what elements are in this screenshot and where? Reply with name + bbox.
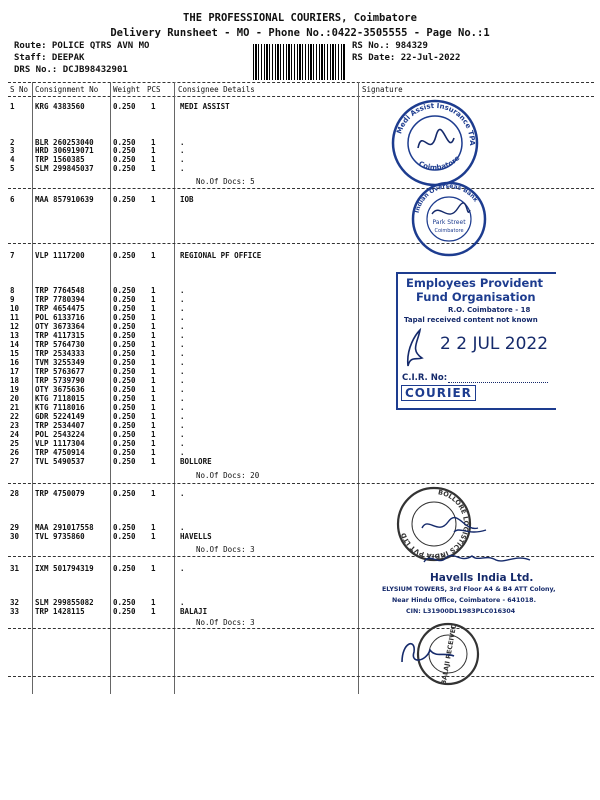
- row-pcs: 1: [151, 295, 156, 304]
- row-details: HAVELLS: [180, 532, 212, 541]
- row-sno: 28: [10, 489, 20, 498]
- row-sno: 8: [10, 286, 15, 295]
- epfo-line4: Tapal received content not known: [404, 316, 538, 324]
- row-pcs: 1: [151, 358, 156, 367]
- header-bottom-rule: [8, 96, 594, 97]
- row-pcs: 1: [151, 251, 156, 260]
- row-pcs: 1: [151, 448, 156, 457]
- row-details: .: [180, 421, 185, 430]
- col-sno: S No: [10, 85, 29, 94]
- row-sno: 3: [10, 146, 15, 155]
- row-sno: 29: [10, 523, 20, 532]
- barcode: [253, 44, 345, 80]
- iob-arc-text: Indian Overseas Bank: [413, 182, 480, 214]
- row-weight: 0.250: [113, 607, 136, 616]
- row-consignment: BLR 260253040: [35, 138, 94, 147]
- row-details: .: [180, 564, 185, 573]
- row-weight: 0.250: [113, 598, 136, 607]
- row-consignment: TRP 5763677: [35, 367, 85, 376]
- group-separator: [8, 188, 594, 189]
- group-separator: [8, 243, 594, 244]
- row-weight: 0.250: [113, 340, 136, 349]
- row-pcs: 1: [151, 523, 156, 532]
- signature-scribble: [418, 129, 454, 148]
- row-sno: 9: [10, 295, 15, 304]
- row-weight: 0.250: [113, 304, 136, 313]
- row-pcs: 1: [151, 564, 156, 573]
- row-details: .: [180, 331, 185, 340]
- row-details: .: [180, 138, 185, 147]
- row-details: .: [180, 430, 185, 439]
- row-sno: 12: [10, 322, 20, 331]
- epfo-line3: R.O. Coimbatore - 18: [448, 306, 531, 314]
- row-sno: 16: [10, 358, 20, 367]
- row-details: .: [180, 340, 185, 349]
- row-pcs: 1: [151, 532, 156, 541]
- row-weight: 0.250: [113, 331, 136, 340]
- row-details: .: [180, 367, 185, 376]
- row-pcs: 1: [151, 376, 156, 385]
- iob-branch-text: Park Street: [432, 219, 466, 226]
- row-consignment: TVM 3255349: [35, 358, 85, 367]
- col-consignee: Consignee Details: [178, 85, 255, 94]
- row-details: .: [180, 295, 185, 304]
- medi-assist-bottom-text: Coimbatore: [417, 154, 462, 172]
- row-details: .: [180, 598, 185, 607]
- epfo-cir: C.I.R. No:: [402, 373, 448, 383]
- row-consignment: OTY 3673364: [35, 322, 85, 331]
- row-sno: 24: [10, 430, 20, 439]
- doc-count: No.Of Docs: 3: [196, 545, 255, 554]
- row-sno: 15: [10, 349, 20, 358]
- row-sno: 7: [10, 251, 15, 260]
- row-weight: 0.250: [113, 564, 136, 573]
- column-divider: [110, 82, 111, 694]
- epfo-courier: COURIER: [401, 385, 476, 401]
- havells-address1: ELYSIUM TOWERS, 3rd Floor A4 & B4 ATT Colony,: [382, 586, 556, 593]
- row-sno: 19: [10, 385, 20, 394]
- row-weight: 0.250: [113, 155, 136, 164]
- row-pcs: 1: [151, 286, 156, 295]
- row-pcs: 1: [151, 439, 156, 448]
- havells-cin: CIN: L31900DL1983PLC016304: [406, 608, 516, 615]
- row-consignment: TRP 4750914: [35, 448, 85, 457]
- rs-number: RS No.: 984329: [352, 41, 428, 51]
- row-sno: 18: [10, 376, 20, 385]
- row-pcs: 1: [151, 313, 156, 322]
- row-pcs: 1: [151, 349, 156, 358]
- row-details: REGIONAL PF OFFICE: [180, 251, 262, 260]
- row-pcs: 1: [151, 322, 156, 331]
- svg-text:Coimbatore: [417, 154, 461, 172]
- row-pcs: 1: [151, 340, 156, 349]
- epfo-signature: [402, 328, 428, 368]
- row-consignment: TRP 7780394: [35, 295, 85, 304]
- row-details: .: [180, 146, 185, 155]
- row-weight: 0.250: [113, 421, 136, 430]
- row-details: .: [180, 322, 185, 331]
- row-details: BALAJI: [180, 607, 208, 616]
- epfo-line1: Employees Provident: [406, 276, 544, 290]
- row-pcs: 1: [151, 412, 156, 421]
- row-weight: 0.250: [113, 489, 136, 498]
- row-consignment: TRP 4750079: [35, 489, 85, 498]
- row-pcs: 1: [151, 607, 156, 616]
- row-pcs: 1: [151, 403, 156, 412]
- row-sno: 14: [10, 340, 20, 349]
- group-separator: [8, 483, 594, 484]
- row-consignment: KRG 4383560: [35, 102, 85, 111]
- row-weight: 0.250: [113, 376, 136, 385]
- row-sno: 31: [10, 564, 20, 573]
- row-pcs: 1: [151, 331, 156, 340]
- row-sno: 4: [10, 155, 15, 164]
- row-consignment: GDR 5224149: [35, 412, 85, 421]
- group-separator: [8, 628, 594, 629]
- row-pcs: 1: [151, 489, 156, 498]
- row-sno: 11: [10, 313, 20, 322]
- row-sno: 17: [10, 367, 20, 376]
- epfo-line2: Fund Organisation: [416, 290, 536, 304]
- row-pcs: 1: [151, 304, 156, 313]
- company-title: THE PROFESSIONAL COURIERS, Coimbatore: [183, 12, 417, 24]
- row-details: .: [180, 155, 185, 164]
- row-details: .: [180, 286, 185, 295]
- row-details: .: [180, 385, 185, 394]
- medi-assist-arc-text: Medi Assist Insurance TPA: [395, 101, 477, 146]
- row-consignment: VLP 1117200: [35, 251, 85, 260]
- row-consignment: TRP 4654475: [35, 304, 85, 313]
- route-label: Route: POLICE QTRS AVN MO: [14, 41, 150, 51]
- row-weight: 0.250: [113, 251, 136, 260]
- row-consignment: VLP 1117304: [35, 439, 85, 448]
- row-consignment: POL 2543224: [35, 430, 85, 439]
- row-consignment: IXM 501794319: [35, 564, 94, 573]
- row-weight: 0.250: [113, 367, 136, 376]
- row-weight: 0.250: [113, 195, 136, 204]
- row-weight: 0.250: [113, 532, 136, 541]
- row-consignment: SLM 299855082: [35, 598, 94, 607]
- row-pcs: 1: [151, 394, 156, 403]
- row-weight: 0.250: [113, 146, 136, 155]
- row-weight: 0.250: [113, 164, 136, 173]
- row-pcs: 1: [151, 598, 156, 607]
- row-sno: 25: [10, 439, 20, 448]
- col-pcs: PCS: [147, 85, 161, 94]
- row-consignment: MAA 291017558: [35, 523, 94, 532]
- column-divider: [174, 82, 175, 694]
- row-weight: 0.250: [113, 138, 136, 147]
- row-weight: 0.250: [113, 349, 136, 358]
- row-weight: 0.250: [113, 412, 136, 421]
- row-consignment: TRP 1428115: [35, 607, 85, 616]
- row-consignment: TVL 5490537: [35, 457, 85, 466]
- row-sno: 33: [10, 607, 20, 616]
- row-pcs: 1: [151, 138, 156, 147]
- row-sno: 27: [10, 457, 20, 466]
- iob-stamp: [410, 180, 488, 258]
- iob-city-text: Coimbatore: [434, 228, 464, 234]
- row-sno: 1: [10, 102, 15, 111]
- row-details: BOLLORE: [180, 457, 212, 466]
- signature-scribble: [422, 518, 486, 532]
- row-weight: 0.250: [113, 102, 136, 111]
- row-details: .: [180, 403, 185, 412]
- row-consignment: HRD 306919071: [35, 146, 94, 155]
- epfo-cir-line: [448, 382, 548, 383]
- balaji-stamp-text: BALAJI RECEIVED: [439, 622, 459, 686]
- havells-name: Havells India Ltd.: [430, 572, 534, 584]
- row-weight: 0.250: [113, 448, 136, 457]
- bollore-arc-text: BOLLORE LOGISTICS INDIA PVT LTD: [399, 488, 470, 561]
- header-top-rule: [8, 82, 594, 83]
- row-sno: 32: [10, 598, 20, 607]
- row-weight: 0.250: [113, 295, 136, 304]
- row-details: .: [180, 164, 185, 173]
- epfo-stamp: [396, 272, 556, 410]
- row-details: .: [180, 523, 185, 532]
- row-pcs: 1: [151, 195, 156, 204]
- group-separator: [8, 676, 594, 677]
- row-consignment: MAA 857910639: [35, 195, 94, 204]
- row-sno: 22: [10, 412, 20, 421]
- medi-assist-stamp: [390, 98, 480, 188]
- row-details: .: [180, 439, 185, 448]
- row-consignment: SLM 299845037: [35, 164, 94, 173]
- row-weight: 0.250: [113, 403, 136, 412]
- runsheet-subtitle: Delivery Runsheet - MO - Phone No.:0422-3505555 - Page No.:1: [110, 27, 490, 39]
- doc-count: No.Of Docs: 3: [196, 618, 255, 627]
- row-weight: 0.250: [113, 439, 136, 448]
- row-consignment: TRP 4117315: [35, 331, 85, 340]
- row-details: .: [180, 358, 185, 367]
- row-sno: 6: [10, 195, 15, 204]
- row-details: IOB: [180, 195, 194, 204]
- row-consignment: TRP 5739790: [35, 376, 85, 385]
- row-sno: 23: [10, 421, 20, 430]
- row-pcs: 1: [151, 146, 156, 155]
- row-details: MEDI ASSIST: [180, 102, 230, 111]
- row-details: .: [180, 349, 185, 358]
- row-details: .: [180, 448, 185, 457]
- row-consignment: TRP 7764548: [35, 286, 85, 295]
- row-consignment: TVL 9735860: [35, 532, 85, 541]
- row-consignment: KTG 7118016: [35, 403, 85, 412]
- row-sno: 2: [10, 138, 15, 147]
- col-signature: Signature: [362, 85, 403, 94]
- row-details: .: [180, 412, 185, 421]
- rs-date: RS Date: 22-Jul-2022: [352, 53, 461, 63]
- row-pcs: 1: [151, 102, 156, 111]
- row-pcs: 1: [151, 367, 156, 376]
- row-weight: 0.250: [113, 457, 136, 466]
- row-consignment: TRP 2534333: [35, 349, 85, 358]
- row-sno: 26: [10, 448, 20, 457]
- column-divider: [358, 82, 359, 694]
- row-details: .: [180, 376, 185, 385]
- row-pcs: 1: [151, 430, 156, 439]
- row-pcs: 1: [151, 457, 156, 466]
- havells-address2: Near Hindu Office, Coimbatore - 641018.: [392, 597, 536, 604]
- row-details: .: [180, 304, 185, 313]
- row-weight: 0.250: [113, 430, 136, 439]
- row-weight: 0.250: [113, 286, 136, 295]
- row-pcs: 1: [151, 421, 156, 430]
- row-weight: 0.250: [113, 358, 136, 367]
- doc-count: No.Of Docs: 5: [196, 177, 255, 186]
- drs-number: DRS No.: DCJB98432901: [14, 65, 128, 75]
- row-pcs: 1: [151, 385, 156, 394]
- staff-label: Staff: DEEPAK: [14, 53, 85, 63]
- balaji-stamp: [396, 612, 482, 694]
- row-details: .: [180, 489, 185, 498]
- row-sno: 21: [10, 403, 20, 412]
- svg-text:Indian Overseas Bank: [414, 183, 480, 214]
- row-consignment: KTG 7118015: [35, 394, 85, 403]
- row-consignment: TRP 1560385: [35, 155, 85, 164]
- row-weight: 0.250: [113, 523, 136, 532]
- row-weight: 0.250: [113, 385, 136, 394]
- row-weight: 0.250: [113, 322, 136, 331]
- doc-count: No.Of Docs: 20: [196, 471, 260, 480]
- signature-scribble: [432, 203, 470, 214]
- col-consignment: Consignment No: [35, 85, 99, 94]
- havells-signature: [420, 548, 540, 572]
- row-details: .: [180, 394, 185, 403]
- row-sno: 30: [10, 532, 20, 541]
- col-weight: Weight: [113, 85, 141, 94]
- row-consignment: TRP 5764730: [35, 340, 85, 349]
- column-divider: [32, 82, 33, 694]
- row-pcs: 1: [151, 164, 156, 173]
- row-weight: 0.250: [113, 313, 136, 322]
- row-consignment: POL 6133716: [35, 313, 85, 322]
- row-consignment: TRP 2534407: [35, 421, 85, 430]
- row-sno: 10: [10, 304, 20, 313]
- row-weight: 0.250: [113, 394, 136, 403]
- row-sno: 5: [10, 164, 15, 173]
- epfo-date: 2 2 JUL 2022: [440, 334, 549, 354]
- row-sno: 13: [10, 331, 20, 340]
- row-details: .: [180, 313, 185, 322]
- row-sno: 20: [10, 394, 20, 403]
- row-pcs: 1: [151, 155, 156, 164]
- row-consignment: OTY 3675636: [35, 385, 85, 394]
